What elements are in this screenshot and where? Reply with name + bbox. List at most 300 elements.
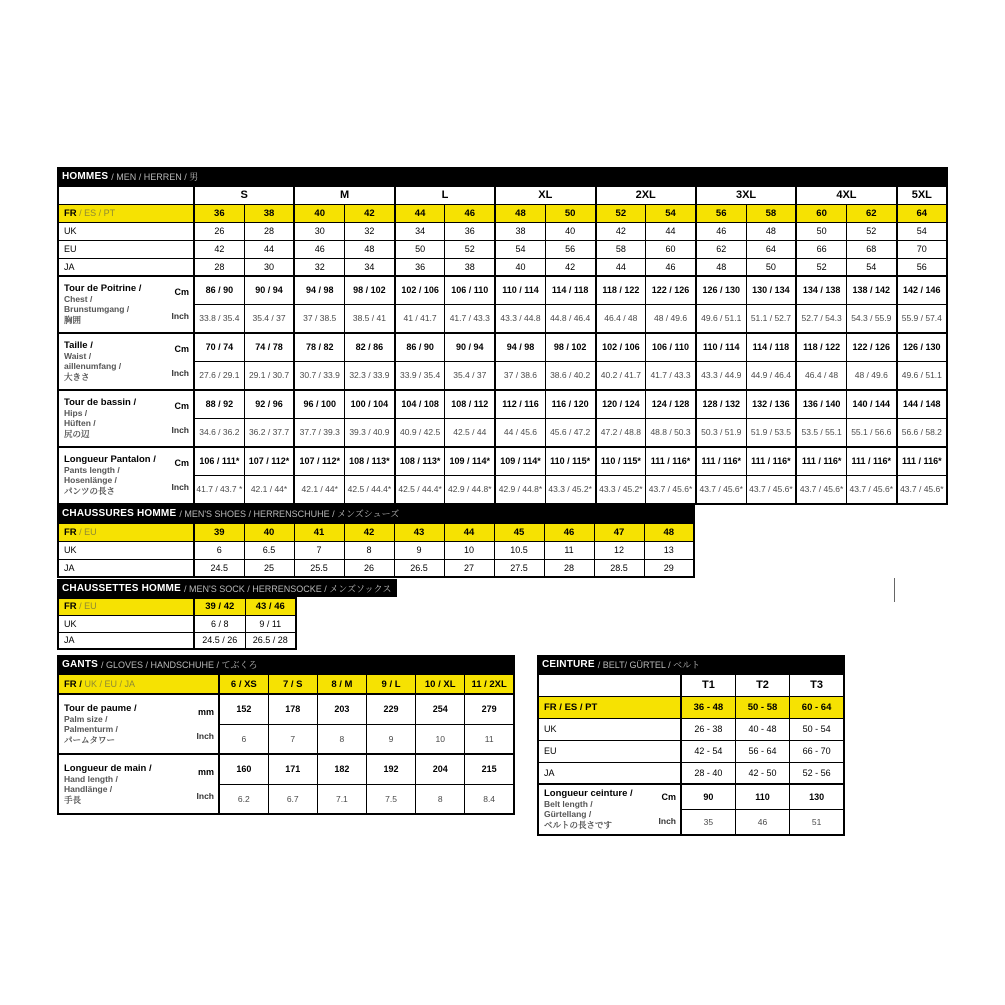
socks-table-title: [57, 579, 397, 597]
cell: 8: [317, 724, 366, 754]
cell: 112 / 116: [495, 390, 545, 418]
cell: 68: [846, 240, 896, 258]
cell: 109 / 114*: [445, 447, 495, 475]
cell: 106 / 110: [646, 333, 696, 361]
cell: 8: [416, 784, 465, 814]
cell: 10: [416, 724, 465, 754]
cell: 62: [846, 204, 896, 222]
cell: 130: [790, 784, 844, 810]
cell: 8: [344, 541, 394, 559]
cell: 114 / 118: [545, 276, 595, 304]
cell: 43.7 / 45.6*: [897, 475, 947, 504]
label-fr: FR: [64, 207, 77, 219]
unit-cm: Cm: [174, 401, 189, 411]
cell: 49.6 / 51.1: [897, 361, 947, 390]
cell: 33.8 / 35.4: [194, 304, 244, 333]
label-line: Hips /: [64, 408, 88, 418]
cell: 7.1: [317, 784, 366, 814]
label-line: Chest /: [64, 294, 93, 304]
cell: 42.5 / 44: [445, 418, 495, 447]
size-group-header: 2XL: [596, 186, 696, 204]
shoes-uk-row: [58, 541, 694, 559]
cell: 107 / 112*: [244, 447, 294, 475]
row-label: UK: [58, 615, 194, 632]
cell: 26.5 / 28: [245, 632, 296, 649]
label-line: ベルトの長さです: [544, 820, 613, 830]
cell: 64: [897, 204, 947, 222]
cell: 30: [244, 258, 294, 276]
title-rest: / MEN / HERREN / 男: [111, 171, 199, 182]
cell: 46: [445, 204, 495, 222]
socks-fr-row: [58, 598, 296, 615]
row-label: [58, 204, 194, 222]
cell: 48 / 49.6: [846, 361, 896, 390]
cell: 86 / 90: [194, 276, 244, 304]
cell: 9 / 11: [245, 615, 296, 632]
cell: 27.6 / 29.1: [194, 361, 244, 390]
cell: 10.5: [494, 541, 544, 559]
cell: 109 / 114*: [495, 447, 545, 475]
label-line: Palm size /: [64, 713, 108, 724]
cell: 50: [545, 204, 595, 222]
cell: 6.7: [268, 784, 317, 814]
cell: 118 / 122: [796, 333, 846, 361]
cell: 6: [219, 724, 268, 754]
row-label: [58, 523, 194, 541]
corner-cell: [58, 186, 194, 204]
label-line: Belt length /: [544, 799, 593, 809]
cell: 203: [317, 694, 366, 724]
title-bold: CEINTURE: [542, 658, 595, 670]
cell: 182: [317, 754, 366, 784]
cell: 11: [465, 724, 514, 754]
cell: 12: [594, 541, 644, 559]
mens-sizing-section: [57, 167, 948, 505]
cell: 38.5 / 41: [345, 304, 395, 333]
cell: 42.1 / 44*: [294, 475, 344, 504]
cell: 58: [596, 240, 646, 258]
cell: 28: [244, 222, 294, 240]
cell: 254: [416, 694, 465, 724]
shoes-ja-row: [58, 559, 694, 577]
belt-section: [537, 655, 845, 836]
cell: 51.1 / 52.7: [746, 304, 796, 333]
row-label: UK: [538, 718, 681, 740]
cell: 43: [394, 523, 444, 541]
cell: 41.7 / 43.3: [445, 304, 495, 333]
cell: 42 - 50: [735, 762, 789, 784]
cell: 54: [495, 240, 545, 258]
cell: 96 / 100: [294, 390, 344, 418]
cell: 111 / 116*: [746, 447, 796, 475]
row-label: EU: [58, 240, 194, 258]
cell: 6.5: [244, 541, 294, 559]
title-bold: GANTS: [62, 658, 98, 670]
hips-cm-row: [58, 390, 947, 418]
cell: 37 / 38.5: [294, 304, 344, 333]
cell: 142 / 146: [897, 276, 947, 304]
cell: 120 / 124: [596, 390, 646, 418]
cell: 94 / 98: [294, 276, 344, 304]
size-group-header: M: [294, 186, 394, 204]
title-rest: / GLOVES / HANDSCHUHE / てぶくろ: [101, 659, 258, 670]
cell: 47.2 / 48.8: [596, 418, 646, 447]
cell: 52: [445, 240, 495, 258]
cell: 44: [596, 258, 646, 276]
cell: 41.7 / 43.7 *: [194, 475, 244, 504]
cell: 60: [646, 240, 696, 258]
belt-eu-row: [538, 740, 844, 762]
cell: 126 / 130: [897, 333, 947, 361]
title-bold: CHAUSSETTES HOMME: [62, 582, 181, 594]
cell: 48 / 49.6: [646, 304, 696, 333]
label-line: Palmenturm /: [64, 723, 118, 734]
label-line: Gürtellang /: [544, 809, 592, 819]
label-fr: FR /: [64, 678, 82, 690]
cell: 43.7 / 45.6*: [696, 475, 746, 504]
size-group-header: 5XL: [897, 186, 947, 204]
cell: 42: [345, 204, 395, 222]
cell: 48: [644, 523, 694, 541]
cell: 32: [294, 258, 344, 276]
cell: 58: [746, 204, 796, 222]
cell: 152: [219, 694, 268, 724]
cell: 56 - 64: [735, 740, 789, 762]
socks-ja-row: [58, 632, 296, 649]
cell: 104 / 108: [395, 390, 445, 418]
cell: 44: [444, 523, 494, 541]
fr-size-row: [58, 204, 947, 222]
uk-size-row: [58, 222, 947, 240]
label-line: Hüften /: [64, 418, 96, 428]
cell: 66 - 70: [790, 740, 844, 762]
cell: 60: [796, 204, 846, 222]
cell: 42.1 / 44*: [244, 475, 294, 504]
cell: 42: [194, 240, 244, 258]
mens-shoes-section: [57, 504, 695, 578]
cell: 62: [696, 240, 746, 258]
label-eu: / EU: [76, 601, 97, 612]
cell: 55.1 / 56.6: [846, 418, 896, 447]
chest-label-cell: [58, 276, 194, 333]
cell: 27.5: [494, 559, 544, 577]
cell: 44.8 / 46.4: [545, 304, 595, 333]
cell: T3: [790, 674, 844, 696]
unit-inch: Inch: [171, 482, 189, 492]
hand-mm-row: [58, 754, 514, 784]
cell: 25: [244, 559, 294, 577]
cell: 7: [268, 724, 317, 754]
cell: 192: [366, 754, 415, 784]
cell: 6 / 8: [194, 615, 245, 632]
cell: 29: [644, 559, 694, 577]
cell: 52: [796, 258, 846, 276]
label-line: 大きさ: [64, 372, 90, 382]
label-line: Longueur Pantalon /: [64, 454, 156, 465]
cell: 56: [545, 240, 595, 258]
label-es-pt: / ES / PT: [76, 207, 116, 218]
cell: 39: [194, 523, 244, 541]
label-line: Tour de bassin /: [64, 397, 137, 408]
cell: 39 / 42: [194, 598, 245, 615]
cell: 28: [194, 258, 244, 276]
cell: 46.4 / 48: [796, 361, 846, 390]
cell: 54: [646, 204, 696, 222]
cell: 110: [735, 784, 789, 810]
cell: 50.3 / 51.9: [696, 418, 746, 447]
label-line: Pants length /: [64, 465, 120, 475]
mens-socks-section: [57, 579, 397, 650]
cell: 52 - 56: [790, 762, 844, 784]
cell: 178: [268, 694, 317, 724]
cell: T1: [681, 674, 735, 696]
cell: 122 / 126: [646, 276, 696, 304]
belt-uk-row: [538, 718, 844, 740]
cell: 52: [846, 222, 896, 240]
cell: 36: [445, 222, 495, 240]
cell: 44: [646, 222, 696, 240]
cell: 51: [790, 810, 844, 836]
cell: 111 / 116*: [646, 447, 696, 475]
cell: 28: [544, 559, 594, 577]
cell: 42: [545, 258, 595, 276]
cell: 38: [495, 222, 545, 240]
cell: 98 / 102: [545, 333, 595, 361]
pants-label-cell: [58, 447, 194, 504]
cell: 6 / XS: [219, 674, 268, 694]
cell: 34: [395, 222, 445, 240]
cell: 126 / 130: [696, 276, 746, 304]
unit-cm: Cm: [174, 458, 189, 468]
title-rest: / BELT/ GÜRTEL / ベルト: [597, 659, 701, 670]
cell: 24.5: [194, 559, 244, 577]
label-line: Longueur de main /: [64, 762, 152, 774]
cell: 44.9 / 46.4: [746, 361, 796, 390]
label-line: パンツの長さ: [64, 486, 116, 496]
cell: 32.3 / 33.9: [345, 361, 395, 390]
label-line: Longueur ceinture /: [544, 788, 633, 799]
eu-size-row: [58, 240, 947, 258]
cell: 7: [294, 541, 344, 559]
cell: 40.9 / 42.5: [395, 418, 445, 447]
cell: 8 / M: [317, 674, 366, 694]
cell: 28 - 40: [681, 762, 735, 784]
label-line: Brunstumgang /: [64, 304, 130, 314]
label-line: 手長: [64, 794, 82, 805]
cell: 110 / 115*: [596, 447, 646, 475]
cell: 43.3 / 45.2*: [545, 475, 595, 504]
unit-mm: mm: [197, 706, 214, 717]
cell: T2: [735, 674, 789, 696]
cell: 128 / 132: [696, 390, 746, 418]
unit-cm: Cm: [661, 792, 676, 802]
row-label: JA: [58, 258, 194, 276]
chest-cm-row: [58, 276, 947, 304]
size-group-header: L: [395, 186, 495, 204]
cell: 82 / 86: [345, 333, 395, 361]
size-group-header: 4XL: [796, 186, 896, 204]
unit-inch: Inch: [171, 425, 189, 435]
cell: 52: [596, 204, 646, 222]
cell: 35.4 / 37: [445, 361, 495, 390]
cell: 6: [194, 541, 244, 559]
cell: 9: [366, 724, 415, 754]
cell: 30.7 / 33.9: [294, 361, 344, 390]
cell: 108 / 112: [445, 390, 495, 418]
cell: 9 / L: [366, 674, 415, 694]
belt-tsize-row: [538, 674, 844, 696]
cell: 106 / 110: [445, 276, 495, 304]
cell: 70: [897, 240, 947, 258]
cell: 111 / 116*: [696, 447, 746, 475]
belt-fr-row: [538, 696, 844, 718]
cell: 40: [294, 204, 344, 222]
cell: 41: [294, 523, 344, 541]
cell: 38: [244, 204, 294, 222]
cell: 132 / 136: [746, 390, 796, 418]
mens-table-title: [57, 167, 948, 185]
cell: 100 / 104: [345, 390, 395, 418]
cell: 40.2 / 41.7: [596, 361, 646, 390]
cell: 40 - 48: [735, 718, 789, 740]
unit-mm: mm: [197, 766, 214, 777]
cell: 13: [644, 541, 694, 559]
cell: 46: [294, 240, 344, 258]
cell: 44: [244, 240, 294, 258]
size-group-header: S: [194, 186, 294, 204]
cell: 54.3 / 55.9: [846, 304, 896, 333]
belt-ja-row: [538, 762, 844, 784]
label-line: パームタワー: [64, 734, 116, 745]
cell: 78 / 82: [294, 333, 344, 361]
cell: 94 / 98: [495, 333, 545, 361]
cell: 35.4 / 37: [244, 304, 294, 333]
cell: 116 / 120: [545, 390, 595, 418]
gloves-section: [57, 655, 515, 815]
cell: 24.5 / 26: [194, 632, 245, 649]
label-fr-es-pt: FR / ES / PT: [544, 701, 598, 713]
cell: 46: [646, 258, 696, 276]
cell: 42.9 / 44.8*: [495, 475, 545, 504]
cell: 160: [219, 754, 268, 784]
cell: 42.5 / 44.4*: [395, 475, 445, 504]
label-line: Tour de paume /: [64, 702, 137, 714]
cell: 204: [416, 754, 465, 784]
cell: 54: [897, 222, 947, 240]
cell: 45.6 / 47.2: [545, 418, 595, 447]
cell: 90: [681, 784, 735, 810]
cell: 86 / 90: [395, 333, 445, 361]
cell: 46: [735, 810, 789, 836]
label-line: Waist /: [64, 351, 92, 361]
cell: 42: [596, 222, 646, 240]
cell: 48: [696, 258, 746, 276]
cell: 108 / 113*: [395, 447, 445, 475]
row-label: JA: [538, 762, 681, 784]
label-line: 胸囲: [64, 315, 82, 325]
cell: 44 / 45.6: [495, 418, 545, 447]
gloves-table: [57, 673, 515, 815]
cell: 42.5 / 44.4*: [345, 475, 395, 504]
cell: 134 / 138: [796, 276, 846, 304]
mens-shoes-table: [57, 522, 695, 578]
divider-line: [894, 578, 895, 602]
cell: 47: [594, 523, 644, 541]
cell: 6.2: [219, 784, 268, 814]
cell: 54: [846, 258, 896, 276]
cell: 39.3 / 40.9: [345, 418, 395, 447]
cell: 122 / 126: [846, 333, 896, 361]
cell: 48: [345, 240, 395, 258]
label-line: 尻の辺: [64, 429, 90, 439]
belt-length-label-cell: [538, 784, 681, 835]
cell: 229: [366, 694, 415, 724]
cell: 111 / 116*: [897, 447, 947, 475]
cell: 56: [696, 204, 746, 222]
cell: 51.9 / 53.5: [746, 418, 796, 447]
cell: 40: [545, 222, 595, 240]
cell: 35: [681, 810, 735, 836]
cell: 10: [444, 541, 494, 559]
belt-length-cm-row: [538, 784, 844, 810]
cell: 66: [796, 240, 846, 258]
belt-table: [537, 673, 845, 836]
cell: 36.2 / 37.7: [244, 418, 294, 447]
cell: 40: [495, 258, 545, 276]
cell: 102 / 106: [596, 333, 646, 361]
title-bold: HOMMES: [62, 170, 109, 182]
cell: 46: [696, 222, 746, 240]
cell: 41 / 41.7: [395, 304, 445, 333]
cell: 29.1 / 30.7: [244, 361, 294, 390]
cell: 171: [268, 754, 317, 784]
cell: 30: [294, 222, 344, 240]
unit-inch: Inch: [658, 816, 676, 826]
cell: 60 - 64: [790, 696, 844, 718]
cell: 40: [244, 523, 294, 541]
cell: 8.4: [465, 784, 514, 814]
cell: 144 / 148: [897, 390, 947, 418]
cell: 88 / 92: [194, 390, 244, 418]
label-fr: FR: [64, 601, 77, 613]
cell: 33.9 / 35.4: [395, 361, 445, 390]
cell: 48: [746, 222, 796, 240]
cell: 70 / 74: [194, 333, 244, 361]
cell: 138 / 142: [846, 276, 896, 304]
title-rest: / MEN'S SHOES / HERRENSCHUHE / メンズシューズ: [179, 508, 400, 519]
size-group-header: 3XL: [696, 186, 796, 204]
cell: 43.7 / 45.6*: [846, 475, 896, 504]
cell: 55.9 / 57.4: [897, 304, 947, 333]
cell: 7.5: [366, 784, 415, 814]
shoes-table-title: [57, 504, 695, 522]
corner-cell: [538, 674, 681, 696]
cell: 26 - 38: [681, 718, 735, 740]
cell: 111 / 116*: [846, 447, 896, 475]
palm-label-cell: [58, 694, 219, 754]
cell: 46: [544, 523, 594, 541]
cell: 43.7 / 45.6*: [746, 475, 796, 504]
cell: 26: [194, 222, 244, 240]
cell: 107 / 112*: [294, 447, 344, 475]
label-line: Hosenlänge /: [64, 475, 117, 485]
unit-inch: Inch: [171, 311, 189, 321]
cell: 42.9 / 44.8*: [445, 475, 495, 504]
cell: 136 / 140: [796, 390, 846, 418]
label-line: Handlänge /: [64, 783, 113, 794]
cell: 118 / 122: [596, 276, 646, 304]
row-label: EU: [538, 740, 681, 762]
